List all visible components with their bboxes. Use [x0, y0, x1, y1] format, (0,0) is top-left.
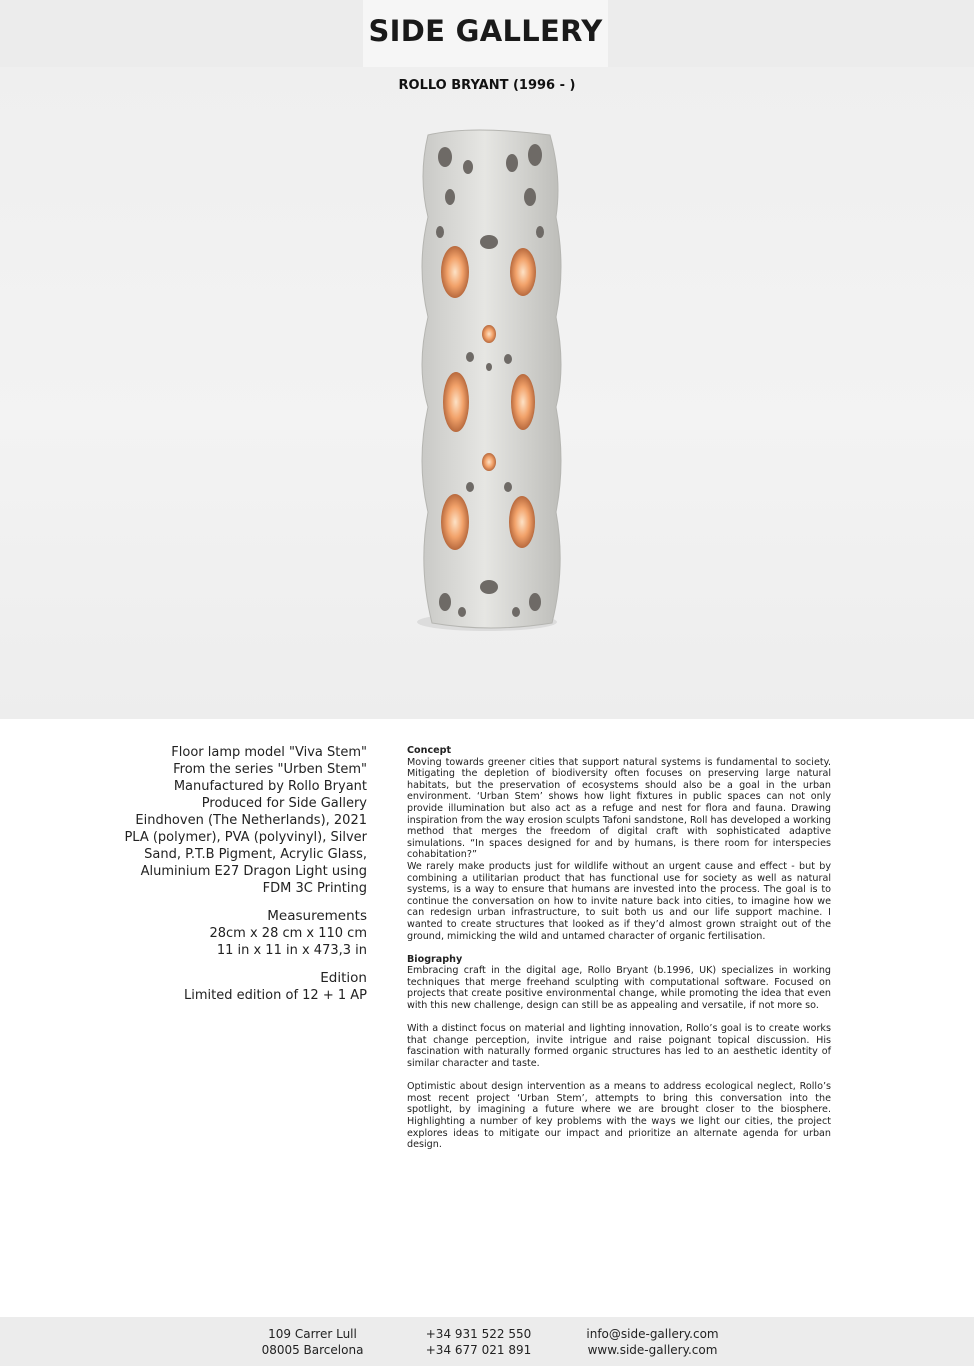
measurements-heading: Measurements	[267, 908, 367, 924]
spec-line: Sand, P.T.B Pigment, Acrylic Glass,	[144, 847, 367, 862]
biography-heading: Biography	[407, 953, 463, 965]
spec-line: PLA (polymer), PVA (polyvinyl), Silver	[124, 830, 367, 845]
edition-heading: Edition	[320, 970, 367, 986]
website-link[interactable]: www.side-gallery.com	[587, 1343, 718, 1357]
address-city: 08005 Barcelona	[261, 1343, 364, 1357]
biography-paragraph: Embracing craft in the digital age, Rollo Bryant (b.1996, UK) specializes in working techniques that merge freehand sculpting with computational software. Focused on projects that create positive environmental change, while promoting the idea that even with this new challenge, design can still be as appealing and versatile, if not more so.	[407, 965, 831, 1012]
spec-line: FDM 3C Printing	[262, 881, 367, 896]
footer-address	[260, 1326, 365, 1358]
spec-line: Eindhoven (The Netherlands), 2021	[135, 813, 367, 828]
measurement-metric: 28cm x 28 cm x 110 cm	[209, 926, 367, 941]
email-link[interactable]: info@side-gallery.com	[586, 1327, 719, 1341]
spec-line: Aluminium E27 Dragon Light using	[140, 864, 367, 879]
lamp-body	[422, 130, 561, 628]
concept-heading: Concept	[407, 745, 452, 756]
biography-paragraph: With a distinct focus on material and lighting innovation, Rollo’s goal is to create works that change perception, invite intrigue and raise poignant topical discussion. His fascination with naturally formed organic structures has led to an aesthetic identity of similar character and taste.	[407, 1023, 831, 1070]
biography-paragraph: Optimistic about design intervention as a means to address ecological neglect, Rollo’s most recent project ‘Urban Stem’, attempts to bring this conversation into the spotlight, by imagining a future where we are brought closer to the biosphere. Highlighting a number of key problems with the ways we light our cities, the project explores ideas to mitigate our impact and prioritize an alternate agenda for urban design.	[407, 1081, 831, 1151]
spec-line: Manufactured by Rollo Bryant	[173, 779, 367, 794]
artist-title: ROLLO BRYANT (1996 - )	[398, 78, 576, 93]
viva-stem-lamp-photo	[0, 67, 974, 719]
footer-web	[580, 1326, 725, 1358]
phone-link[interactable]: +34 931 522 550	[425, 1327, 532, 1341]
description-column	[407, 745, 831, 1151]
address-street: 109 Carrer Lull	[268, 1327, 357, 1341]
concept-paragraph: We rarely make products just for wildlife without an urgent cause and effect - but by combining a utilitarian product that has functional use for society as well as natural systems, is a way to ensure that humans are invested into the process. The goal is to continue the conversation on how to invite nature back into cities, to imagine how we can redesign urban infrastructure, to suit both us and our life support machine. I wanted to create structures that looked as if they’d almost grown straight out of the ground, mimicking the wild and untamed character of organic fertilisation.	[407, 860, 831, 942]
phone-link[interactable]: +34 677 021 891	[425, 1343, 532, 1357]
gallery-logo[interactable]: SIDE GALLERY	[368, 14, 603, 48]
product-specs	[107, 744, 367, 1004]
measurement-imperial: 11 in x 11 in x 473,3 in	[216, 943, 367, 958]
edition-value: Limited edition of 12 + 1 AP	[183, 988, 367, 1003]
concept-paragraph: Moving towards greener cities that support natural systems is fundamental to society. Mitigating the depletion of biodiversity often focuses on preserving large natural habitats, but the preservation of ecosystems should also be a goal in the urban environment. ‘Urban Stem’ shows how light fixtures in public spaces can not only provide illumination but also act as a refuge and nest for flora and fauna. Drawing inspiration from the way erosion sculpts Tafoni sandstone, Roll has developed a working method that merges the freedom of digital craft with sophisticated adaptive simulations. “In spaces designed for and by humans, is there room for interspecies cohabitation?”	[407, 756, 831, 861]
spec-line: Produced for Side Gallery	[201, 796, 367, 811]
footer-phones	[420, 1326, 537, 1358]
spec-line: From the series "Urben Stem"	[173, 762, 367, 777]
spec-line: Floor lamp model "Viva Stem"	[171, 745, 367, 760]
